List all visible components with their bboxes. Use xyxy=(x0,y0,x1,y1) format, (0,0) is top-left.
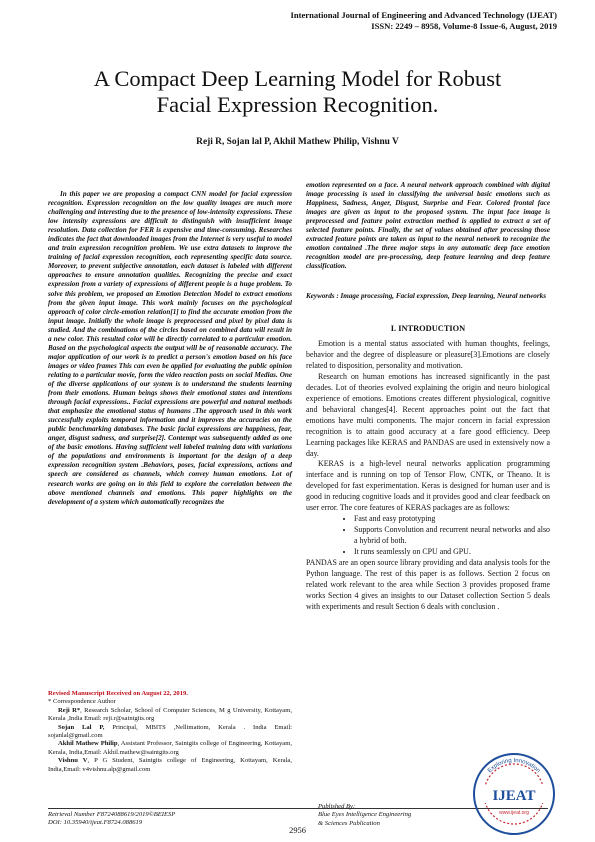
paper-title xyxy=(0,66,595,118)
paper-title-line2: Facial Expression Recognition. xyxy=(156,92,439,117)
published-by-label: Published By: xyxy=(318,803,356,810)
keras-feature-list xyxy=(306,514,550,558)
list-item: • Fast and easy prototyping xyxy=(354,514,550,525)
author-affiliation-4 xyxy=(48,757,292,774)
intro-paragraph-1: Emotion is a mental status associated with human thoughts, feelings, behavior and the degree of displeasure or pleasure[3].Emotions are closely related to disposition, personality and motivation. xyxy=(306,339,550,370)
intro-paragraph-3: KERAS is a high-level neural networks application programming interface and is running on top of Tensor Flow, CNTK, or Theano. It is developed for fast experimentation. Keras is designed for human user and is good in reducing cognitive loads and it provides good and clear feedback on user error. The core features of KERAS packages are as follows: xyxy=(306,459,550,513)
logo-text: IJEAT xyxy=(492,788,536,804)
correspondence-note: * Correspondence Author xyxy=(48,698,116,706)
list-item: • Supports Convolution and recurrent neural networks and also a hybrid of both. xyxy=(354,525,550,547)
publisher-name-line1: Blue Eyes Intelligence Engineering xyxy=(318,811,412,819)
author-details: Principal, MBITS ,Nellimattom, Kerala . India Email: sojanlal@gmail.com xyxy=(48,723,292,740)
author-name: Akhil Mathew Philip xyxy=(58,740,118,748)
introduction-body xyxy=(306,339,550,613)
retrieval-number: Retrieval Number F8724088619/2019©BEIESP xyxy=(48,811,176,818)
logo-sub-text: www.ijeat.org xyxy=(499,810,529,816)
intro-paragraph-4: PANDAS are an open source library providing and data analysis tools for the Python language. The rest of this paper is as follows. Section 2 focus on related work relevant to the area while Section 3 provides proposed frame works Section 4 gives an insights to our Dataset collection Section 5 deals with experiments and result Section 6 deals with conclusion . xyxy=(306,558,550,611)
author-list: Reji R, Sojan lal P, Akhil Mathew Philip, Vishnu V xyxy=(196,137,399,147)
author-details: , P G Student, Saintgits college of Engineering, Kottayam, Kerala, India,Email: v4vishnu.alp@gmail.com xyxy=(48,757,292,773)
author-name: Sojan Lal P, xyxy=(58,723,105,731)
list-item: • It runs seamlessly on CPU and GPU. xyxy=(354,547,550,558)
author-affiliation-2 xyxy=(48,724,292,741)
paper-title-line1: A Compact Deep Learning Model for Robust xyxy=(93,66,502,91)
author-details: , Research Scholar, School of Computer Sciences, M g University, Kottayam, Kerala ,India Email: reji.r@saintgits.org xyxy=(48,706,292,723)
abstract-text: In this paper we are proposing a compact CNN model for facial expression recognition. Expression recognition on the low quality images are much more challenging and interesting due to the presence of low-intensity expressions. These low intensity expressions are difficult to distinguish with insufficient image resolution. Data collection for FER is expensive and time-consuming. Researches indicates the fact that downloaded images from the Internet is very useful to model and train expression recognition problem. We use extra datasets to improve the training of facial expression recognition, each representing specific data source. Moreover, to prevent subjective annotation, each dataset is labeled with different approaches to ensure annotation qualities. Recognizing the precise and exact expression from a variety of expressions of different people is a huge problem. To solve this problem, we proposed an Emotion Detection Model to extract emotions from the given input image. This work mainly focuses on the psychological approach of color circle-emotion relation[1] to find the accurate emotion from the input image. Initially the whole image is preprocessed and pixel by pixel data is studied. And the combinations of the circles based on combined data will result in a new color. This resulted color will be directly correlated to a particular emotion. Based on the psychological aspects the output will be of reasonable accuracy. The major application of our work is to predict a person's emotion based on his face images or video frames This can even be applied for evaluating the public opinion relating to a particular movie, form the video reaction posts on social Medias. One of the diverse applications of our system is to understand the students learning from their emotions. Human beings shows their emotional states and intentions through facial expressions.. Facial expressions are powerful and natural methods that emphasize the emotional status of humans .The approach used in this work successfully exploits temporal information and it improves the accuracies on the public benchmarking databases. The basic facial expressions are happiness, fear, anger, disgust sadness, and surprise[2]. Contempt was subsequently added as one of the basic emotions. Having sufficient well labeled training data with variations of the populations and environments is important for the design of a deep expression recognition system .Behaviors, poses, facial expressions, actions and speech are considered as channels, which convey human emotions. Lot of research works are going on in this field to explore the correlation between the above mentioned channels and emotions. This paper highlights on the development of a system which automatically recognizes the xyxy=(48,190,292,506)
journal-name: International Journal of Engineering and Advanced Technology (IJEAT) xyxy=(290,10,557,20)
journal-issn: ISSN: 2249 – 8958, Volume-8 Issue-6, August, 2019 xyxy=(371,21,557,31)
author-name: Reji R* xyxy=(58,706,81,714)
page-number: 2956 xyxy=(289,826,306,835)
logo-ring-text: Exploring Innovation xyxy=(487,757,542,775)
author-affiliation-1 xyxy=(48,707,292,724)
publisher-name-line2: & Sciences Publication xyxy=(318,819,380,827)
ijeat-logo xyxy=(468,748,560,840)
author-affiliation-3 xyxy=(48,740,292,757)
keywords: Keywords : Image processing, Facial expression, Deep learning, Neural networks xyxy=(306,292,547,300)
intro-paragraph-2: Research on human emotions has increased significantly in the past decades. Lot of theories evolved explaining the origin and neuro biological experience of emotions. Emotions creates different physiological, cognitive and behavioral changes[4]. Recent approaches point out the fact that emotions have multi components. The major concern in facial expression recognition is to attain good accuracy at a fare good efficiency. Deep Learning packages like KERAS and PANDAS are used in extensively now a day. xyxy=(306,371,550,458)
author-name: Vishnu V xyxy=(58,757,88,765)
revised-date: Revised Manuscript Received on August 22, 2019. xyxy=(48,690,188,697)
author-footnote xyxy=(48,690,292,774)
publisher-info xyxy=(318,803,411,828)
journal-header xyxy=(290,10,557,32)
doi: DOI: 10.35940/ijeat.F8724.088619 xyxy=(48,819,143,827)
abstract-continued: emotion represented on a face. A neural network approach combined with digital image processing is used in classifying the universal basic emotions such as Happiness, Sadness, Anger, Disgust, Surprise and Fear. Colored frontal face images are given as input to the proposed system. The input face image is preprocessed and feature point extraction method is applied to extract a set of selected feature points. Finally, the set of values obtained after processing those extracted feature points are taken as input to the neural network to recognize the emotion contained .The three major steps in any automatic deep face emotion recognition model are pre-processing, deep feature learning and deep feature classification. xyxy=(306,181,550,271)
author-details: , Assistant Professor, Saintgits college of Engineering, Kottayam, Kerala, India,Email: Akhil.mathew@saintgits.org xyxy=(48,740,292,756)
section-heading-introduction: I. INTRODUCTION xyxy=(390,324,466,333)
